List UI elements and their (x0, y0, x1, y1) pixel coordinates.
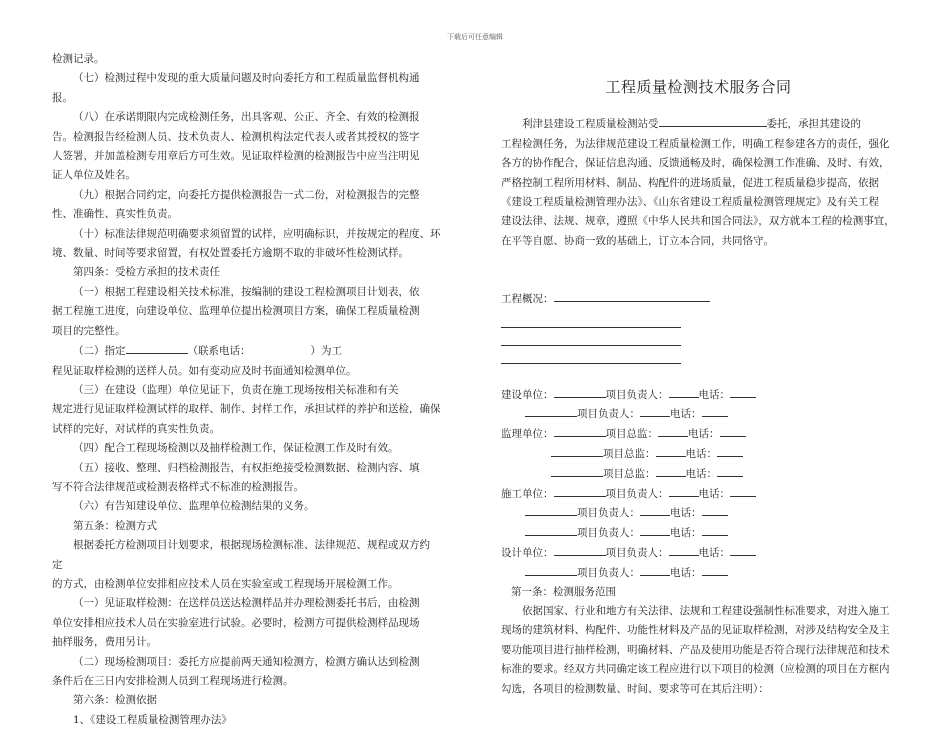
text-line: 勾选，各项目的检测数量、时间、要求等可在其后注明）： (501, 682, 769, 695)
text-fragment: 利津县建设工程质量检测站受 (522, 118, 659, 131)
text-line: （一）根据工程建设相关技术标准，按编制的建设工程检测项目计划表，依 (73, 285, 420, 298)
chief-label: 项目总监： (605, 428, 658, 441)
text-line: 项目的完整性。 (52, 324, 126, 337)
phone-label: 电话： (670, 408, 702, 421)
text-line: 单位安排相应技术人员在实验室进行试验。必要时，检测方可提供检测样品现场 (52, 616, 420, 629)
signatory-row (501, 543, 896, 563)
lead-label: 项目负责人： (605, 487, 669, 500)
text-line: 各方的协作配合，保证信息沟通、反馈通畅及时，确保检测工作准确、及时、有效， (501, 157, 890, 170)
blank-field (640, 503, 670, 516)
signatory-row (501, 385, 896, 405)
text-line: 标准的要求。经双方共同确定该工程应进行以下项目的检测（应检测的项目在方框内 (501, 663, 890, 676)
text-line: 写不符合法律规范或检测表格样式不标准的检测报告。 (52, 480, 304, 493)
text-line: 规定进行见证取样检测试样的取样、制作、封样工作，承担试样的养护和送检，确保 (52, 403, 441, 416)
blank-field (640, 404, 670, 417)
text-line: 要功能项目进行抽样检测，明确材料、产品及使用功能是否符合现行法律规范和技术 (501, 643, 890, 656)
signatory-row (501, 484, 896, 504)
text-line: （三）在建设（监理）单位见证下，负责在施工现场按相关标准和有关 (73, 383, 399, 396)
phone-label: 电话： (698, 388, 730, 401)
unit-label: 施工单位： (501, 487, 554, 500)
blank-field (702, 404, 728, 417)
blank-field (656, 464, 686, 477)
lead-label: 项目负责人： (577, 566, 640, 579)
blank-field (126, 341, 188, 354)
chief-label: 项目总监： (603, 448, 656, 461)
blank-field (720, 424, 746, 437)
signatory-row (501, 563, 896, 583)
blank-line (501, 316, 681, 328)
text-line: 性、准确性、真实性负责。 (52, 208, 178, 221)
blank-field (640, 563, 670, 576)
lead-label: 项目负责人： (605, 547, 669, 560)
text-line: （一）见证取样检测：在送样员送达检测样品并办理检测委托书后，由检测 (73, 597, 420, 610)
unit-label: 设计单位： (501, 547, 554, 560)
signatory-row (501, 444, 896, 464)
text-line: （八）在承诺期限内完成检测任务，出具客观、公正、齐全、有效的检测报 (73, 111, 420, 124)
text-line: （六）有告知建设单位、监理单位检测结果的义务。 (73, 500, 315, 513)
text-fragment: ）为工 (310, 345, 342, 358)
section-heading: 第五条：检测方式 (73, 519, 157, 532)
signatory-row (501, 424, 896, 444)
chief-label: 项目总监： (603, 467, 656, 480)
contract-title: 工程质量检测技术服务合同 (605, 78, 792, 96)
phone-label: 电话： (698, 547, 730, 560)
blank-line (501, 334, 681, 346)
text-line: 的方式，由检测单位安排相应技术人员在实验室或工程现场开展检测工作。 (52, 577, 399, 590)
blank-field (702, 523, 728, 536)
text-line: 试样的完好，对试样的真实性负责。 (52, 422, 220, 435)
text-line: 检测记录。 (52, 53, 105, 65)
blank-field (554, 385, 606, 398)
text-line: 告。检测报告经检测人员、技术负责人、检测机构法定代表人或者其授权的签字 (52, 130, 420, 143)
overview-label: 工程概况： (501, 293, 554, 306)
section-heading: 第一条：检测服务范围 (511, 585, 616, 598)
blank-field (717, 444, 743, 457)
blank-field (554, 543, 606, 556)
text-line: （七）检测过程中发现的重大质量问题及时向委托方和工程质量监督机构通 (73, 72, 420, 85)
blank-field (730, 543, 756, 556)
blank-field (656, 444, 686, 457)
blank-field (669, 484, 699, 497)
blank-field (730, 385, 756, 398)
phone-label: 电话： (685, 448, 717, 461)
blank-field (525, 563, 577, 576)
blank-field (702, 503, 728, 516)
text-line (52, 341, 447, 361)
signatory-row (501, 523, 896, 543)
text-line: （四）配合工程现场检测以及抽样检测工作，保证检测工作及时有效。 (73, 442, 399, 455)
blank-field (551, 444, 603, 457)
blank-field (554, 424, 606, 437)
unit-label: 监理单位： (501, 428, 554, 441)
text-line: （二）现场检测项目：委托方应提前两天通知检测方，检测方确认达到检测 (73, 655, 420, 668)
left-column (52, 50, 447, 730)
signatory-row (501, 503, 896, 523)
blank-field (658, 424, 688, 437)
phone-label: 电话： (670, 527, 702, 540)
blank-field (251, 342, 311, 354)
signatory-row (501, 404, 896, 424)
text-line: 定 (52, 558, 63, 571)
header-note: 下载后可任意编辑 (447, 33, 503, 41)
blank-field (730, 484, 756, 497)
phone-label: 电话： (670, 507, 702, 520)
signatory-row (501, 464, 896, 484)
text-line: 人签署，并加盖检测专用章后方可生效。见证取样检测的检测报告中应当注明见 (52, 150, 420, 163)
text-line: 根据委托方检测项目计划要求，根据现场检测标准、法律规范、规程或双方约 (73, 539, 430, 552)
project-overview (501, 289, 896, 309)
text-line: （十）标准法律规范明确要求须留置的试样，应明确标识，并按规定的程度、环 (73, 227, 441, 240)
text-line: 依据国家、行业和地方有关法律、法规和工程建设强制性标准要求，对进入施工 (522, 605, 890, 618)
text-line: 现场的建筑材料、构配件、功能性材料及产品的见证取样检测，对涉及结构安全及主 (501, 624, 890, 637)
blank-field (669, 543, 699, 556)
blank-field (554, 289, 710, 302)
blank-field (640, 523, 670, 536)
lead-label: 项目负责人： (605, 388, 669, 401)
phone-label: 电话： (688, 428, 720, 441)
text-line: 工程检测任务，为法律规范建设工程质量检测工作，明确工程参建各方的责任，强化 (501, 137, 890, 150)
blank-field (669, 385, 699, 398)
blank-field (659, 114, 767, 127)
text-line: （五）接收、整理、归档检测报告，有权拒绝接受检测数据、检测内容、填 (73, 461, 420, 474)
section-heading: 第四条：受检方承担的技术责任 (73, 266, 220, 279)
lead-label: 项目负责人： (577, 527, 640, 540)
blank-field (525, 523, 577, 536)
text-line: （九）根据合同约定，向委托方提供检测报告一式二份，对检测报告的完整 (73, 188, 420, 201)
text-fragment: 委托，承担其建设的 (766, 118, 861, 131)
text-line: 报。 (52, 91, 73, 104)
unit-label: 建设单位： (501, 388, 554, 401)
text-fragment: （二）指定 (73, 345, 126, 358)
blank-line (501, 352, 681, 364)
text-line: 在平等自愿、协商一致的基础上，订立本合同，共同恪守。 (501, 234, 774, 247)
signatory-block (501, 385, 896, 583)
text-line: 《建设工程质量检测管理办法》、《山东省建设工程质量检测管理规定》及有关工程 (501, 196, 879, 209)
text-line: 条件后在三日内安排检测人员到工程现场进行检测。 (52, 675, 294, 687)
lead-label: 项目负责人： (577, 507, 640, 520)
right-column (501, 78, 896, 699)
blank-field (554, 484, 606, 497)
text-line: 境、数量、时间等要求留置，有权处置委托方逾期不取的非破坏性检测试样。 (52, 247, 409, 260)
text-fragment: （联系电话： (187, 345, 251, 358)
blank-field (702, 563, 728, 576)
section-heading: 第六条：检测依据 (73, 694, 157, 707)
text-line: 据工程施工进度，向建设单位、监理单位提出检测项目方案，确保工程质量检测 (52, 305, 420, 318)
text-line: 严格控制工程所用材料、制品、构配件的进场质量，促进工程质量稳步提高，依据 (501, 176, 879, 189)
blank-field (551, 464, 603, 477)
phone-label: 电话： (670, 566, 702, 579)
blank-field (717, 464, 743, 477)
text-line: 程见证取样检测的送样人员。如有变动应及时书面通知检测单位。 (52, 364, 357, 377)
phone-label: 电话： (698, 487, 730, 500)
text-line: 抽样服务，费用另计。 (52, 636, 157, 649)
text-line: 证人单位及姓名。 (52, 169, 136, 182)
phone-label: 电话： (685, 467, 717, 480)
text-line (501, 114, 896, 134)
text-line: 建设法律、法规、规章，遵照《中华人民共和国合同法》，双方就本工程的检测事宜， (501, 215, 895, 228)
blank-field (525, 404, 577, 417)
lead-label: 项目负责人： (577, 408, 640, 421)
blank-field (525, 503, 577, 516)
text-line: 1、《建设工程质量检测管理办法》 (73, 713, 232, 726)
